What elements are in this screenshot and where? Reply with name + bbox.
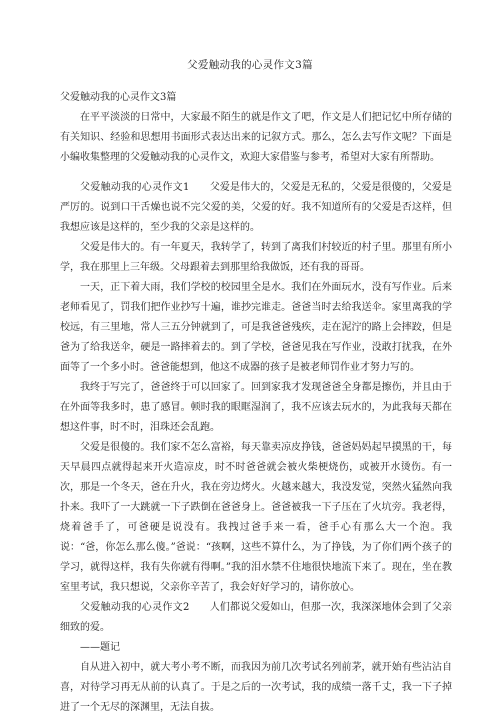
intro-paragraph: 在平平淡淡的日常中，大家最不陌生的就是作文了吧，作文是人们把记忆中所存储的有关知识、经验和思想用书面形式表达出来的记叙方式。那么，怎么去写作文呢？下面是小编收集整理的父爱触动我的心灵作文，欢迎大家借鉴与参考，希望对大家有所帮助。 (60, 112, 452, 163)
essay2-first-paragraph (60, 598, 452, 638)
essay2-epigraph: ——题记 (80, 642, 120, 653)
essay2-heading: 父爱触动我的心灵作文2 (80, 602, 190, 613)
essay1-lead: 父爱是伟大的，父爱是无私的，父爱是很傻的，父爱是严厉的。说到口干舌燥也说不完父爱的美，父爱的好。我不知道所有的父爱是否这样，但我想应该是这样的，至少我的父亲是这样的。 (60, 182, 453, 233)
essay1-first-paragraph (60, 178, 452, 238)
essay1-heading: 父爱触动我的心灵作文1 (80, 182, 190, 193)
document-subtitle: 父爱触动我的心灵作文3篇 (60, 92, 177, 103)
essay1-paragraph: 我终于写完了，爸爸终于可以回家了。回到家我才发现爸爸全身都是擦伤，并且由于在外面等我多时，患了感冒。顿时我的眼眶湿润了，我不应该去玩水的，为此我每天都在想这件事，时不时，泪珠还会乱跑。 (60, 382, 452, 433)
essay2-paragraph: 自从进入初中，就大考小考不断，而我因为前几次考试名列前茅，就开始有些沾沾自喜，对待学习再无从前的认真了。于是之后的一次考试，我的成绩一落千丈，我一下子掉进了一个无尽的深渊里，无法自拔。 (60, 662, 452, 713)
essay1-paragraph: 一天，正下着大雨，我们学校的校园里全是水。我们在外面玩水，没有写作业。后来老师看见了，罚我们把作业抄写十遍，谁抄完谁走。爸爸当时去给我送伞。家里离我的学校远，有三里地，常人三五分钟就到了，可是我爸爸残疾，走在泥泞的路上会摔跤，但是爸为了给我送伞，硬是一路摔着去的。到了学校，爸爸见我在写作业，没敢打扰我，在外面等了一个多小时。爸爸能想到，他这不成器的孩子是被老师罚作业才努力写的。 (60, 282, 452, 373)
essay1-paragraph: 父爱是伟大的。有一年夏天，我转学了，转到了离我们村较近的村子里。那里有所小学，我在那里上三年级。父母跟着去到那里给我做饭，还有我的哥哥。 (60, 242, 452, 273)
essay2-lead: 人们都说父爱如山，但那一次，我深深地体会到了父亲细致的爱。 (60, 602, 453, 633)
document-body (60, 88, 452, 718)
essay1-paragraph: 父爱是很傻的。我们家不怎么富裕，每天靠卖凉皮挣钱，爸爸妈妈起早摸黑的干，每天早晨四点就得起来开火造凉皮，时不时爸爸就会被火柴梗烧伤，或被开水烫伤。有一次，那是一个冬天，爸在升火，我在旁边烤火。火越来越大，我没发觉，突然火猛然向我扑来。我吓了一大跳就一下子跌倒在爸爸身上。爸爸被我一下子压在了火坑旁。我老得，烧着爸手了，可爸硬是说没有。我拽过爸手来一看，爸手心有那么大一个泡。我说：“爸，你怎么那么傻。”爸说：“孩啊，这些不算什么，为了挣钱，为了你们两个孩子的学习，就得这样，我有失你就有得啊。”我的泪水禁不住地很快地流下来了。现在，坐在教室里考试，我只想说，父亲你辛苦了，我会好好学习的，请你放心。 (60, 442, 452, 593)
document-title: 父爱触动我的心灵作文3篇 (187, 59, 313, 71)
